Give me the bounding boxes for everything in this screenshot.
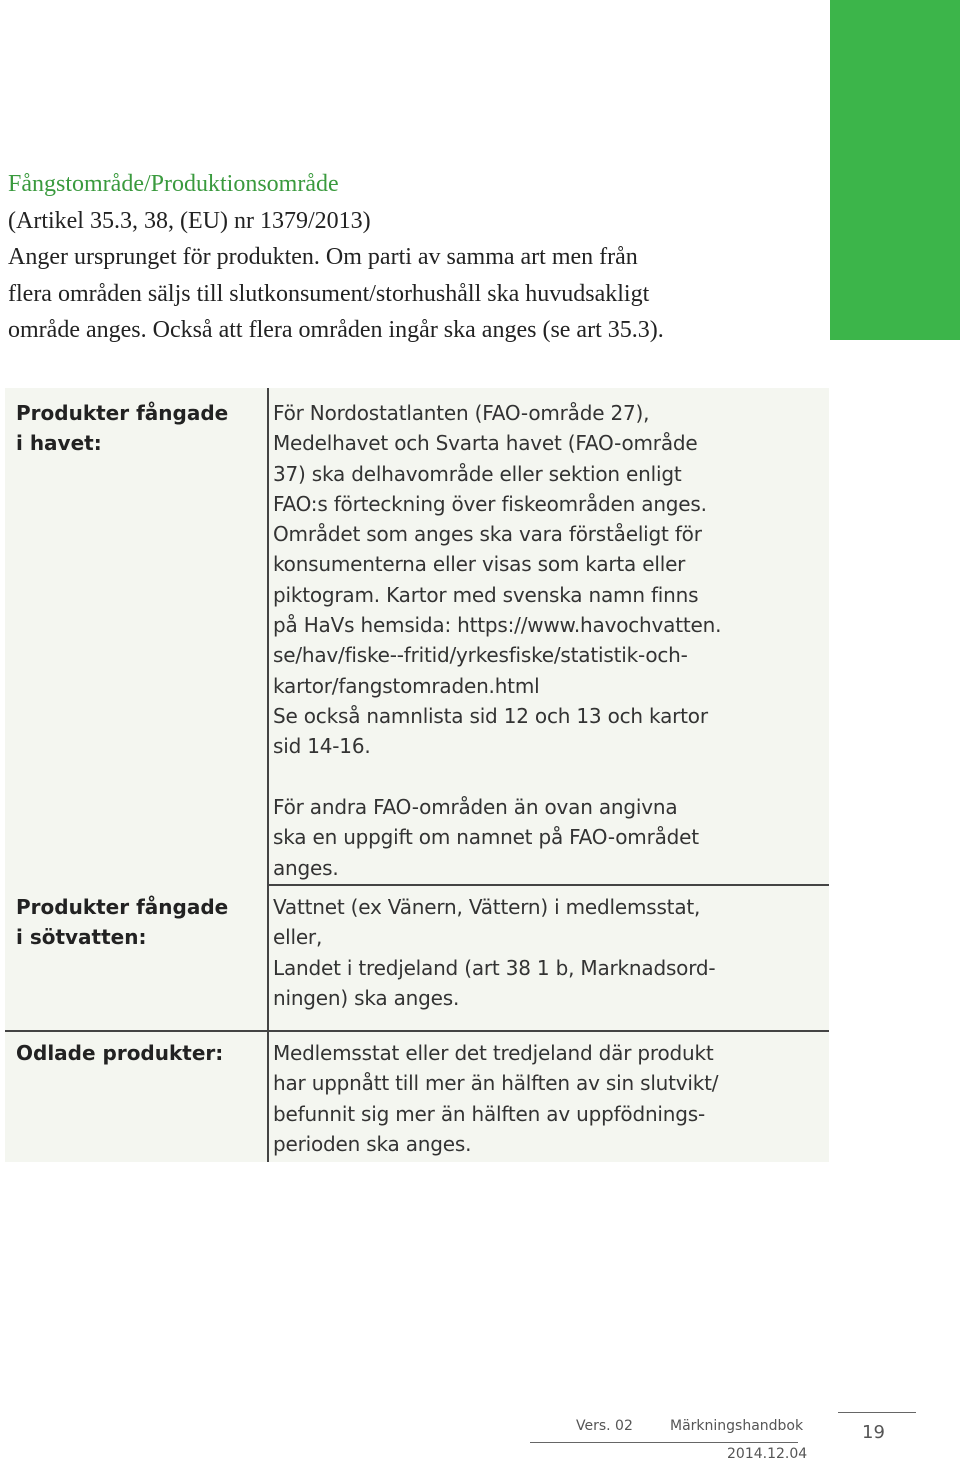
label-line: i havet: [16,431,102,455]
origin-table [5,388,829,1162]
intro-section [8,166,818,349]
content-line: anges. [273,855,339,880]
row-content-sea [273,398,825,762]
content-line: Medelhavet och Svarta havet (FAO-område [273,431,698,456]
label-line: Odlade produkter: [16,1041,224,1065]
footer-divider [530,1442,798,1443]
content-line: Området som anges ska vara förståeligt för [273,522,702,547]
content-line: eller, [273,925,323,950]
intro-line: område anges. Också att flera områden ingår ska anges (se art 35.3). [8,317,664,343]
content-line: Vattnet (ex Vänern, Vättern) i medlemsstat, [273,895,701,919]
content-line: Se också namnlista sid 12 och 13 och kartor [273,703,708,728]
content-line: konsumenterna eller visas som karta eller [273,552,686,577]
label-line: Produkter fångade [16,401,229,425]
content-line: på HaVs hemsida: https://www.havochvatten. [273,613,722,638]
page-number-divider [838,1412,916,1413]
intro-line: (Artikel 35.3, 38, (EU) nr 1379/2013) [8,207,371,234]
section-heading: Fångstområde/Produktionsområde [8,171,339,197]
row-divider [5,1030,829,1032]
row-label-sea [16,398,261,458]
content-line: sid 14-16. [273,734,371,759]
label-line: Produkter fångade [16,895,229,919]
content-line: 37) ska delhavområde eller sektion enligt [273,461,682,486]
content-line: För andra FAO-områden än ovan angivna [273,795,678,819]
label-line: i sötvatten: [16,925,147,949]
row-content-sea-other [273,792,825,883]
footer-version: Vers. 02 [576,1418,633,1434]
content-line: ningen) ska anges. [273,985,460,1010]
content-line: ska en uppgift om namnet på FAO-området [273,825,699,850]
content-line: Landet i tredjeland (art 38 1 b, Marknadsord- [273,955,716,980]
column-divider [267,388,269,1162]
content-line: FAO:s förteckning över fiskeområden anges. [273,491,707,516]
footer-date: 2014.12.04 [727,1446,808,1462]
page-number: 19 [862,1422,885,1443]
green-accent-bar [830,0,960,340]
content-line: För Nordostatlanten (FAO-område 27), [273,401,650,425]
content-line: piktogram. Kartor med svenska namn finns [273,582,699,607]
content-line: perioden ska anges. [273,1131,472,1156]
row-label-farmed [16,1038,261,1068]
row-content-farmed [273,1038,825,1159]
intro-line: Anger ursprunget för produkten. Om parti av samma art men från [8,244,638,270]
row-content-freshwater [273,892,825,1013]
content-line: befunnit sig mer än hälften av uppfödnings- [273,1101,705,1126]
content-line: Medlemsstat eller det tredjeland där produkt [273,1041,714,1065]
row-label-freshwater [16,892,261,952]
footer-title: Märkningshandbok [670,1418,804,1434]
content-line: se/hav/fiske--fritid/yrkesfiske/statistik-och- [273,643,688,668]
content-line: har uppnått till mer än hälften av sin slutvikt/ [273,1071,719,1096]
intro-line: flera områden säljs till slutkonsument/storhushåll ska huvudsakligt [8,280,650,307]
row-divider [267,884,829,886]
content-line: kartor/fangstomraden.html [273,673,540,698]
